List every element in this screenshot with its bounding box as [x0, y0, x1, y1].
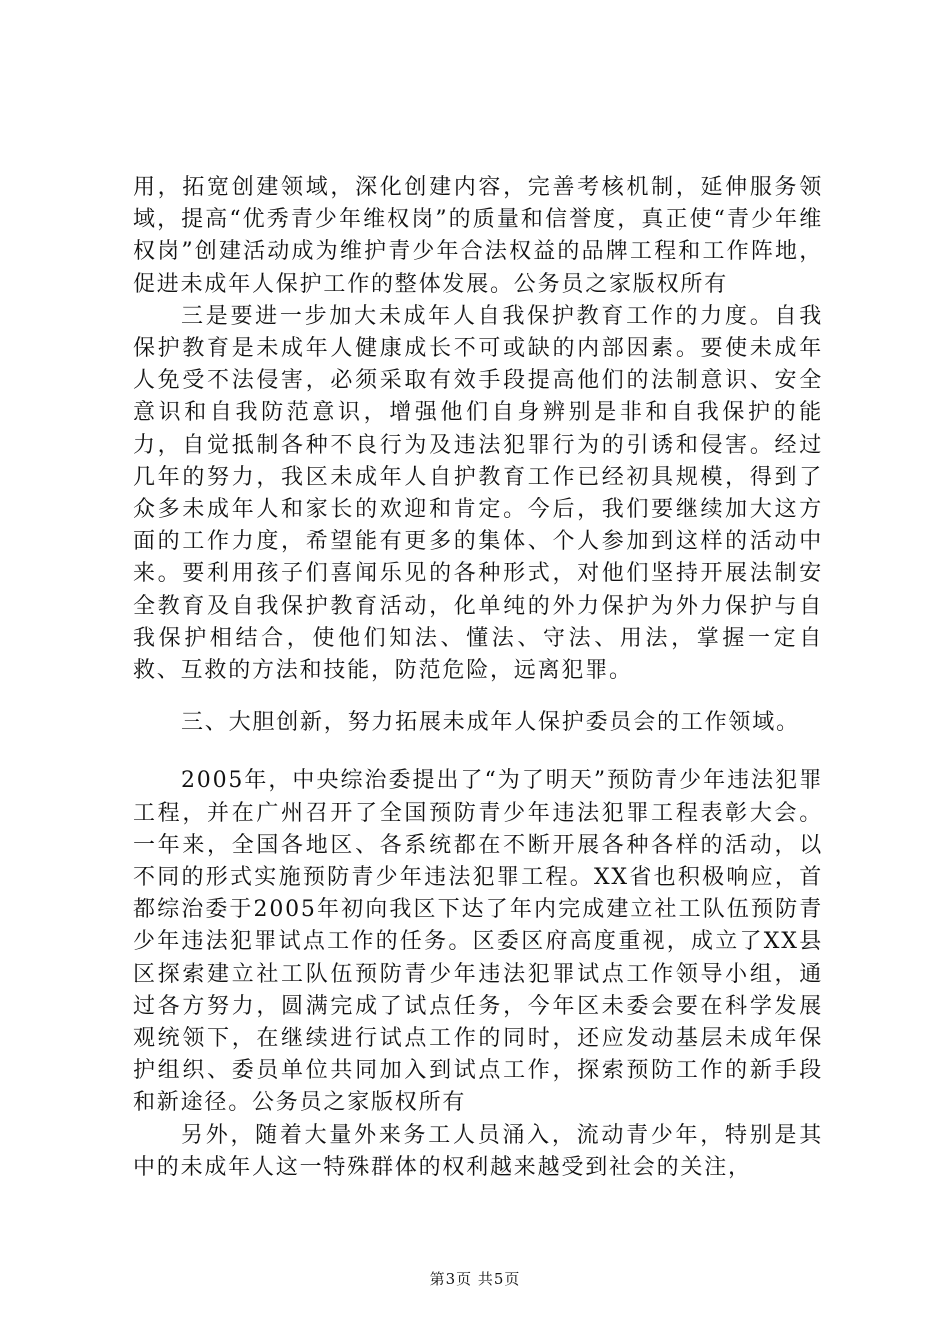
section-heading: 三、大胆创新，努力拓展未成年人保护委员会的工作领域。	[181, 710, 800, 736]
paragraph-self-protection: 三是要进一步加大未成年人自我保护教育工作的力度。自我保护教育是未成年人健康成长不可或缺的内部因素。要使未成年人免受不法侵害，必须采取有效手段提高他们的法制意识、安全意识和自我防范意识，增强他们自身辨别是非和自我保护的能力，自觉抵制各种不良行为及违法犯罪行为的引诱和侵害。经过几年的努力，我区未成年人自护教育工作已经初具规模，得到了众多未成年人和家长的欢迎和肯定。今后，我们要继续加大这方面的工作力度，希望能有更多的集体、个人参加到这样的活动中来。要利用孩子们喜闻乐见的各种形式，对他们坚持开展法制安全教育及自我保护教育活动，化单纯的外力保护为外力保护与自我保护相结合，使他们知法、懂法、守法、用法，掌握一定自救、互救的方法和技能，防范危险，远离犯罪。	[133, 303, 823, 684]
paragraph-migrant-youth: 另外，随着大量外来务工人员涌入，流动青少年，特别是其中的未成年人这一特殊群体的权利越来越受到社会的关注，	[133, 1122, 823, 1180]
paragraph-continuation: 用，拓宽创建领域，深化创建内容，完善考核机制，延伸服务领域，提高“优秀青少年维权岗”的质量和信誉度，真正使“青少年维权岗”创建活动成为维护青少年合法权益的品牌工程和工作阵地，促进未成年人保护工作的整体发展。公务员之家版权所有	[133, 175, 823, 297]
document-body	[133, 172, 823, 1184]
page-number-footer: 第3页 共5页	[429, 1270, 521, 1288]
paragraph-2005-project: 2005年，中央综治委提出了“为了明天”预防青少年违法犯罪工程，并在广州召开了全国预防青少年违法犯罪工程表彰大会。一年来，全国各地区、各系统都在不断开展各种各样的活动，以不同的形式实施预防青少年违法犯罪工程。XX省也积极响应，首都综治委于2005年初向我区下达了年内完成建立社工队伍预防青少年违法犯罪试点工作的任务。区委区府高度重视，成立了XX县区探索建立社工队伍预防青少年违法犯罪试点工作领导小组，通过各方努力，圆满完成了试点任务，今年区未委会要在科学发展观统领下，在继续进行试点工作的同时，还应发动基层未成年保护组织、委员单位共同加入到试点工作，探索预防工作的新手段和新途径。公务员之家版权所有	[133, 768, 823, 1116]
